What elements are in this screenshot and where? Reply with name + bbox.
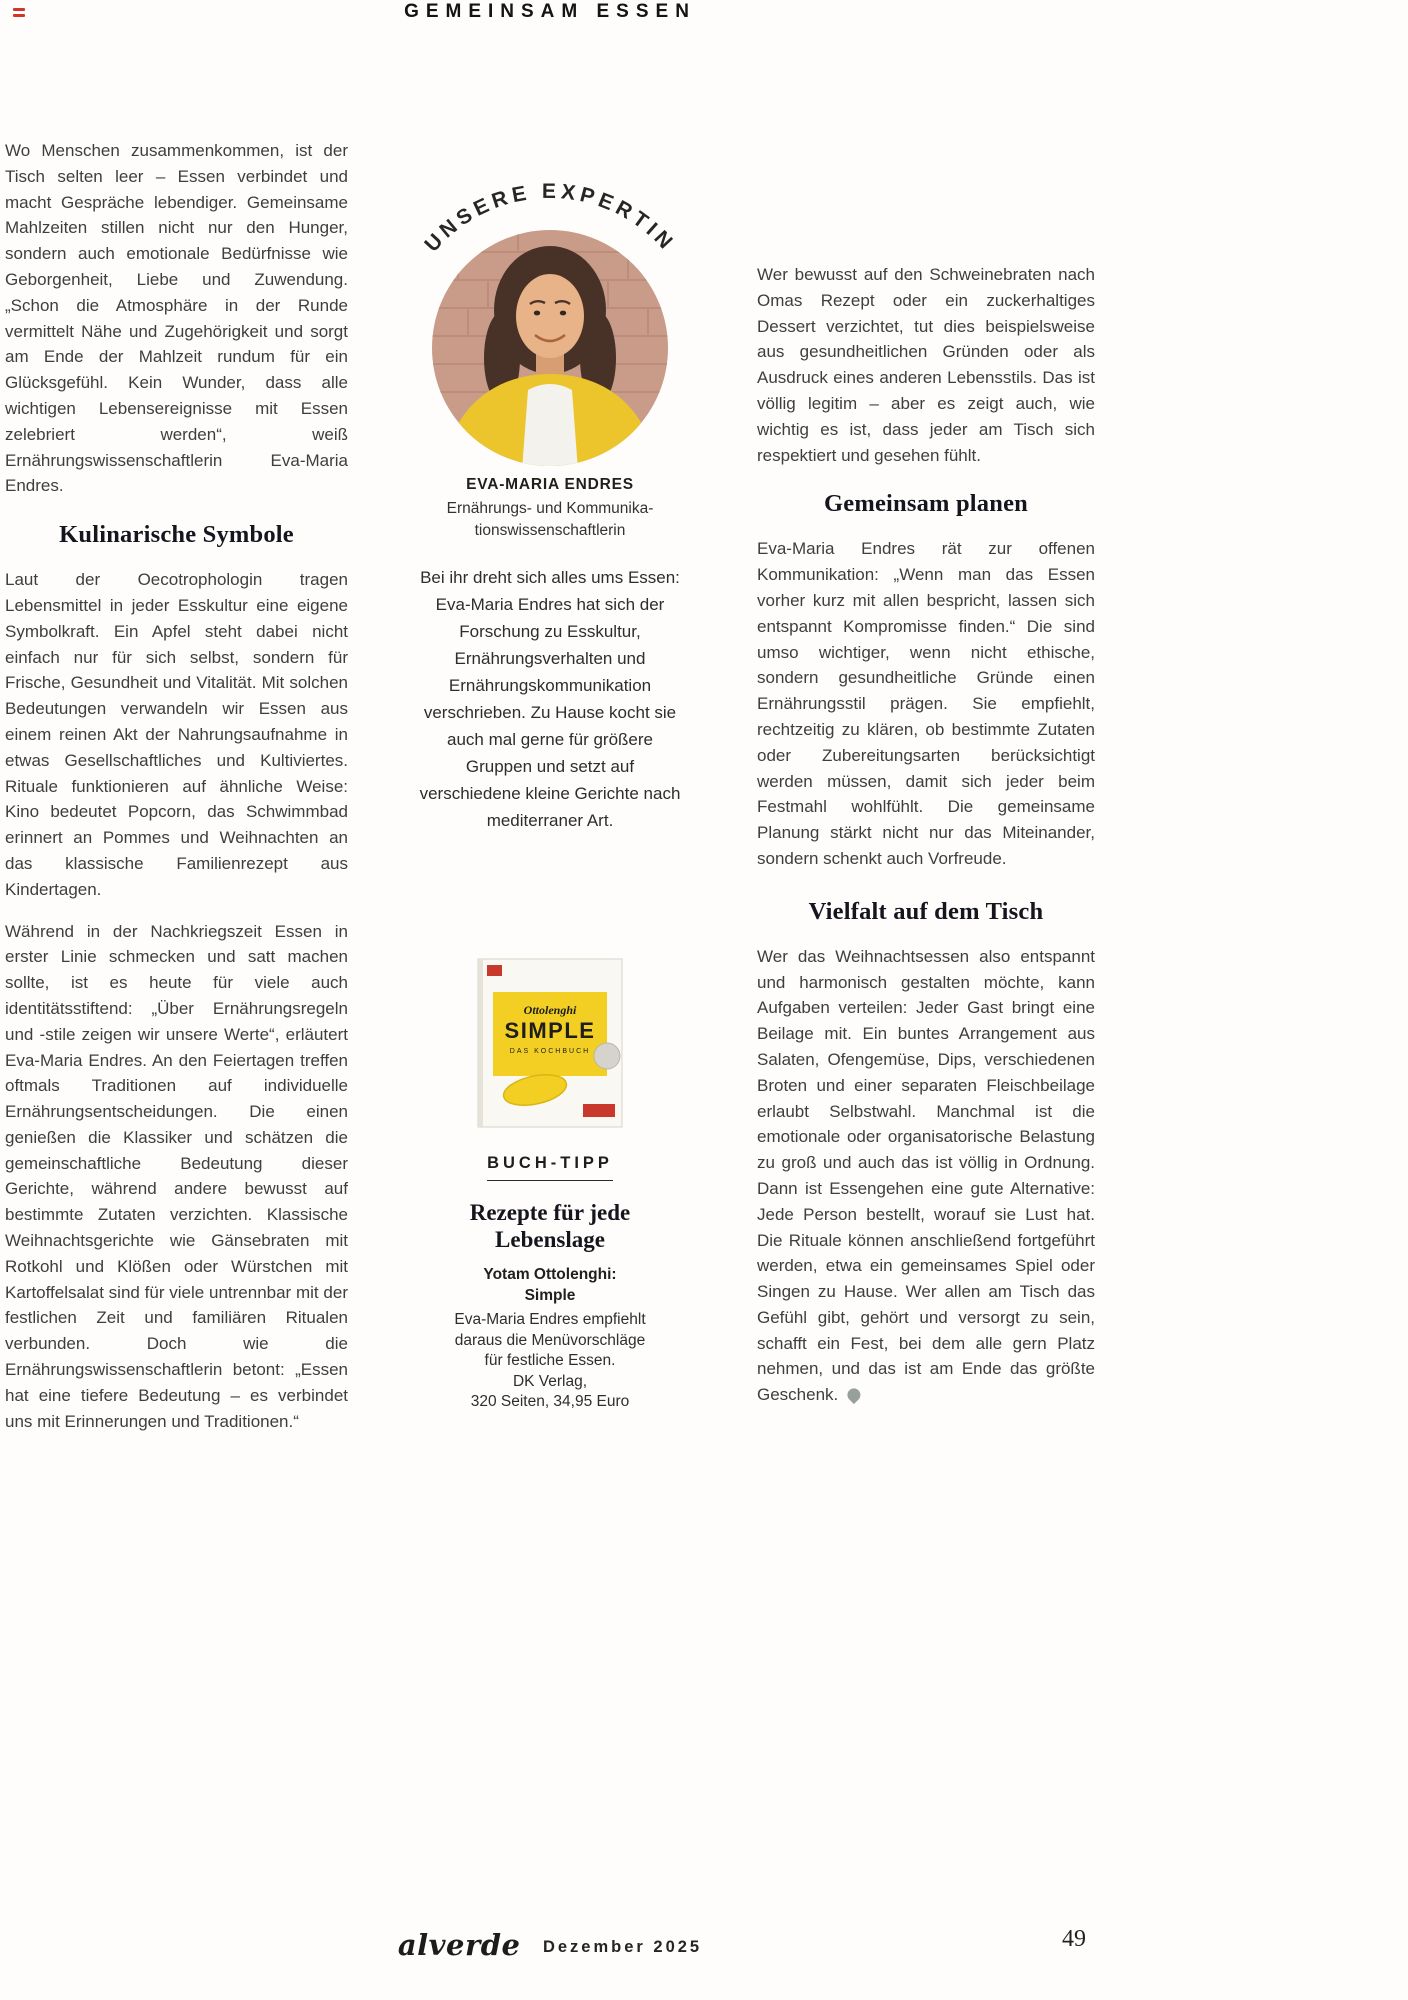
magazine-logo: alverde [397,1928,521,1962]
paragraph: Wer bewusst auf den Schweinebraten nach Omas Rezept oder ein zuckerhaltiges Dessert verzichtet, tut dies beispielsweise aus gesundheitlichen Gründen oder als Ausdruck eines anderen Lebensstils. Das ist völlig legitim – aber es zeigt auch, wie wichtig es ist, dass jeder am Tisch sich respektiert und gesehen fühlt. [757,265,1095,465]
paragraph [757,944,1095,1408]
page-title: GEMEINSAM ESSEN [404,1,696,22]
leaf-icon [845,1386,863,1404]
footer [0,1928,1100,1962]
right-column [757,262,1095,1424]
book-cover-brand: Ottolenghi [523,1003,577,1017]
expert-role-line1: Ernährungs- und Kommunika- [446,500,654,517]
intro-paragraph: Wo Menschen zusammenkommen, ist der Tisch selten leer – Essen verbindet und macht Gespräche lebendiger. Gemeinsame Mahlzeiten stillen nicht nur den Hunger, sondern auch emotionale Bedürfnisse wie Geborgenheit, Liebe und Zuwendung. „Schon die Atmosphäre in der Runde vermittelt Nähe und Zugehörigkeit und sorgt am Ende der Mahlzeit rundum für ein Glücksgefühl. Kein Wunder, dass alle wichtigen Lebensereignisse mit Essen zelebriert werden“, weiß Ernährungswissenschaftlerin Eva-Maria Endres. [5,141,348,496]
section-heading-gemeinsam-planen: Gemeinsam planen [824,490,1028,518]
book-publisher: DK Verlag, [512,1372,588,1390]
section-heading-kulinarische-symbole: Kulinarische Symbole [59,521,294,549]
paragraph: Laut der Oecotrophologin tragen Lebensmittel in jeder Esskultur eine eigene Symbolkraft. Ein Apfel steht dabei nicht einfach nur für sich selbst, sondern für Frische, Gesundheit und Vitalität. Mit solchen Bedeutungen verwandeln wir Essen aus einem reinen Akt der Nahrungsaufnahme in etwas Gesellschaftliches und Kultiviertes. Rituale funktionieren auf ähnliche Weise: Kino bedeutet Popcorn, das Schwimmbad erinnert an Pommes und Weihnachten an das klassische Familienrezept aus Kindertagen. [5,570,348,899]
expert-name: EVA-MARIA ENDRES [466,476,634,493]
paragraph: Während in der Nachkriegszeit Essen in erster Linie schmecken und satt machen sollte, ist es heute für viele auch identitätsstiftend: „Über Ernährungsregeln und -stile zeigen wir unsere Werte“, erläutert Eva-Maria Endres. An den Feiertagen treffen oftmals Traditionen auf individuelle Ernährungsentscheidungen. Die einen genießen die Klassiker und schätzen die gemeinschaftliche Bedeutung dieser Gerichte, während andere bewusst auf bestimmte Zutaten verzichten. Klassische Weihnachtsgerichte wie Gänsebraten mit Rotkohl und Klößen oder Würstchen mit Kartoffelsalat sind für viele untrennbar mit der festlichen Zeit und familiären Ritualen verbunden. Doch wie die Ernährungswissenschaftlerin betont: „Essen hat eine tiefere Bedeutung – es verbindet uns mit Erinnerungen und Traditionen.“ [5,921,348,1431]
expert-role [418,498,682,542]
book-logo-mark [487,965,502,976]
expert-role-line2: tionswissenschaftlerin [474,522,626,539]
book-cover-image [477,958,623,1128]
expert-portrait-photo [418,28,682,470]
book-sticker [594,1043,620,1069]
expert-column [418,28,682,1413]
book-spine [478,959,483,1127]
paragraph: Eva-Maria Endres rät zur offenen Kommunikation: „Wenn man das Essen vorher kurz mit allen bespricht, lassen sich entspannt Kompromisse finden.“ Die sind umso wichtiger, wenn nicht ethische, sondern gesundheitliche Gründe einen Ernährungsstil prägen. Sie empfiehlt, rechtzeitig zu klären, ob bestimmte Zutaten oder Zubereitungsarten berücksichtigt werden müssen, damit sich jeder beim Festmahl wohlfühlt. Die gemeinsame Planung stärkt nicht nur das Miteinander, sondern schenkt auch Vorfreude. [757,539,1095,868]
buch-tipp-label: BUCH-TIPP [487,1154,613,1181]
section-heading-vielfalt-auf-dem-tisch: Vielfalt auf dem Tisch [808,897,1044,925]
page-number: 49 [1062,1926,1086,1952]
footer-date: Dezember 2025 [542,1938,703,1956]
book-banner [583,1104,615,1117]
paragraph-text: Wer das Weihnachtsessen also entspannt und harmonisch gestalten möchte, kann Aufgaben verteilen: Jeder Gast bringt eine Beilage mit. Ein buntes Arrangement aus Salaten, Ofengemüse, Dips, verschiedenen Broten und einer separaten Fleischbeilage erlaubt Selbstwahl. Manchmal ist die emotionale oder organisatorische Belastung zu groß und auch das ist völlig in Ordnung. Dann ist Essengehen eine gute Alternative: Jede Person bestellt, worauf sie Lust hat. Die Rituale können anschließend fortgeführt werden, etwa ein gemeinsames Spiel oder Singen zu Hause. Wer allen am Tisch das Gefühl gibt, gehört und versorgt zu sein, schafft ein Fest, bei dem alle gern Platz nehmen, und das ist am Ende das größte Geschenk. [757,946,1095,1405]
book-description: Eva-Maria Endres empfiehlt daraus die Menüvorschläge für festliche Essen. [454,1311,646,1369]
book-details: 320 Seiten, 34,95 Euro [470,1393,630,1410]
book-title: Simple [524,1286,576,1304]
book-cover-title: SIMPLE [504,1018,596,1043]
expert-arc-label: UNSERE EXPERTIN [420,179,680,257]
book-author: Yotam Ottolenghi: [483,1266,617,1283]
left-column [5,138,348,1450]
portrait-image [432,230,668,470]
book-cover-subtitle: DAS KOCHBUCH [509,1048,591,1055]
expert-bio: Bei ihr dreht sich alles ums Essen: Eva-Maria Endres hat sich der Forschung zu Esskultur, Ernährungsverhalten und Ernährungskommunikation verschrieben. Zu Hause kocht sie auch mal gerne für größere Gruppen und setzt auf verschiedene kleine Gerichte nach mediterraner Art. [419,568,681,830]
book-tip-heading: Rezepte für jede Lebenslage [469,1200,631,1252]
